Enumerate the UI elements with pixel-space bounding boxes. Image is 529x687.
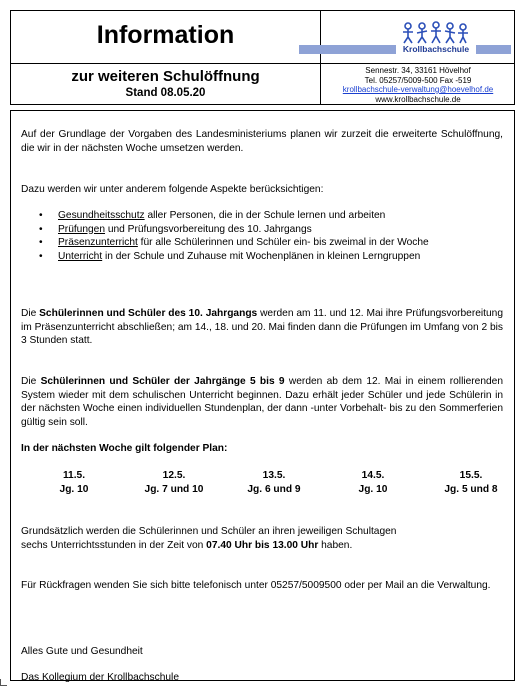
plan-date: 15.5. (459, 470, 483, 481)
plan-day (129, 469, 219, 496)
list-item: • Prüfungen und Prüfungsvorbereitung des 10. Jahrgangs (39, 223, 312, 235)
children-figures-icon (400, 21, 470, 45)
aspects-list (21, 209, 501, 263)
contact-website: www.krollbachschule.de (375, 94, 461, 104)
plan-date: 14.5. (361, 470, 385, 481)
aspects-lead: Dazu werden wir unter anderem folgende Aspekte berücksichtigen: (21, 184, 324, 195)
plan-date: 11.5. (62, 470, 86, 481)
list-item: • Präsenzunterricht für alle Schülerinnen und Schüler ein- bis zweimal in der Woche (39, 237, 429, 248)
letter-body (10, 110, 515, 681)
grades5to9-paragraph: Die Schülerinnen und Schüler der Jahrgänge 5 bis 9 werden ab dem 12. Mai in einem rollierenden System wieder mit dem schulischen Unterricht beginnen. Dazu erhält jeder Schüler und jede Schülerin in der nächsten Woche einen individuellen Stundenplan, der dann -unter Vorbehalt- bis zu den Sommerferien gültig sein soll. (21, 376, 503, 428)
plan-heading: In der nächsten Woche gilt folgender Plan: (21, 443, 228, 454)
contact-address: Sennestr. 34, 33161 Hövelhof (365, 66, 471, 75)
contact-block (321, 66, 515, 104)
bullet-icon: • (39, 210, 43, 221)
page-corner-mark (0, 679, 7, 686)
plan-grade: Jg. 6 und 9 (247, 483, 301, 495)
page-title: Information (96, 21, 235, 49)
questions-paragraph: Für Rückfragen wenden Sie sich bitte telefonisch unter 05257/5009500 oder per Mail an die Verwaltung. (21, 580, 491, 591)
plan-day (328, 469, 418, 496)
plan-date: 13.5. (262, 470, 286, 481)
bullet-icon: • (39, 237, 43, 248)
intro-paragraph: Auf der Grundlage der Vorgaben des Landesministeriums planen wir zurzeit die erweiterte Schulöffnung, die wir in der nächsten Woche umsetzen werden. (21, 129, 503, 154)
header-table (10, 10, 515, 105)
header-divider-horizontal (11, 63, 514, 64)
grade10-paragraph: Die Schülerinnen und Schüler des 10. Jahrgangs werden am 11. und 12. Mai ihre Prüfungsvorbereitung im Präsenzunterricht abschließen; am 14., 18. und 20. Mai finden dann die Prüfungen im Umfang von 2 bis 3 Stunden statt. (21, 308, 503, 346)
plan-grade: Jg. 5 und 8 (444, 483, 498, 495)
plan-grade: Jg. 7 und 10 (144, 483, 204, 495)
plan-day (229, 469, 319, 496)
plan-date: 12.5. (162, 470, 186, 481)
plan-day (29, 469, 119, 496)
list-item: • Gesundheitsschutz aller Personen, die in der Schule lernen und arbeiten (39, 210, 386, 221)
page-subtitle: zur weiteren Schulöffnung (71, 68, 260, 85)
plan-grade: Jg. 10 (358, 483, 388, 495)
date-stamp: Stand 08.05.20 (125, 87, 206, 99)
contact-phone: Tel. 05257/5009-500 Fax -519 (364, 75, 472, 85)
school-logo (396, 19, 476, 57)
bullet-icon: • (39, 223, 43, 235)
signature-line: Das Kollegium der Krollbachschule (21, 672, 179, 683)
plan-day (426, 469, 516, 496)
list-item: • Unterricht in der Schule und Zuhause mit Wochenplänen in kleinen Lerngruppen (39, 250, 421, 262)
logo-wordmark: Krollbachschule (402, 44, 470, 54)
plan-grade: Jg. 10 (59, 483, 89, 495)
greeting-line: Alles Gute und Gesundheit (21, 646, 143, 657)
contact-email-link[interactable]: krollbachschule-verwaltung@hoevelhof.de (342, 85, 494, 94)
bullet-icon: • (39, 250, 43, 262)
information-sheet (10, 10, 515, 681)
school-hours-paragraph: Grundsätzlich werden die Schülerinnen und Schüler an ihren jeweiligen Schultagen sechs Unterrichtsstunden in der Zeit von 07.40 Uhr bis 13.00 Uhr haben. (21, 526, 397, 551)
